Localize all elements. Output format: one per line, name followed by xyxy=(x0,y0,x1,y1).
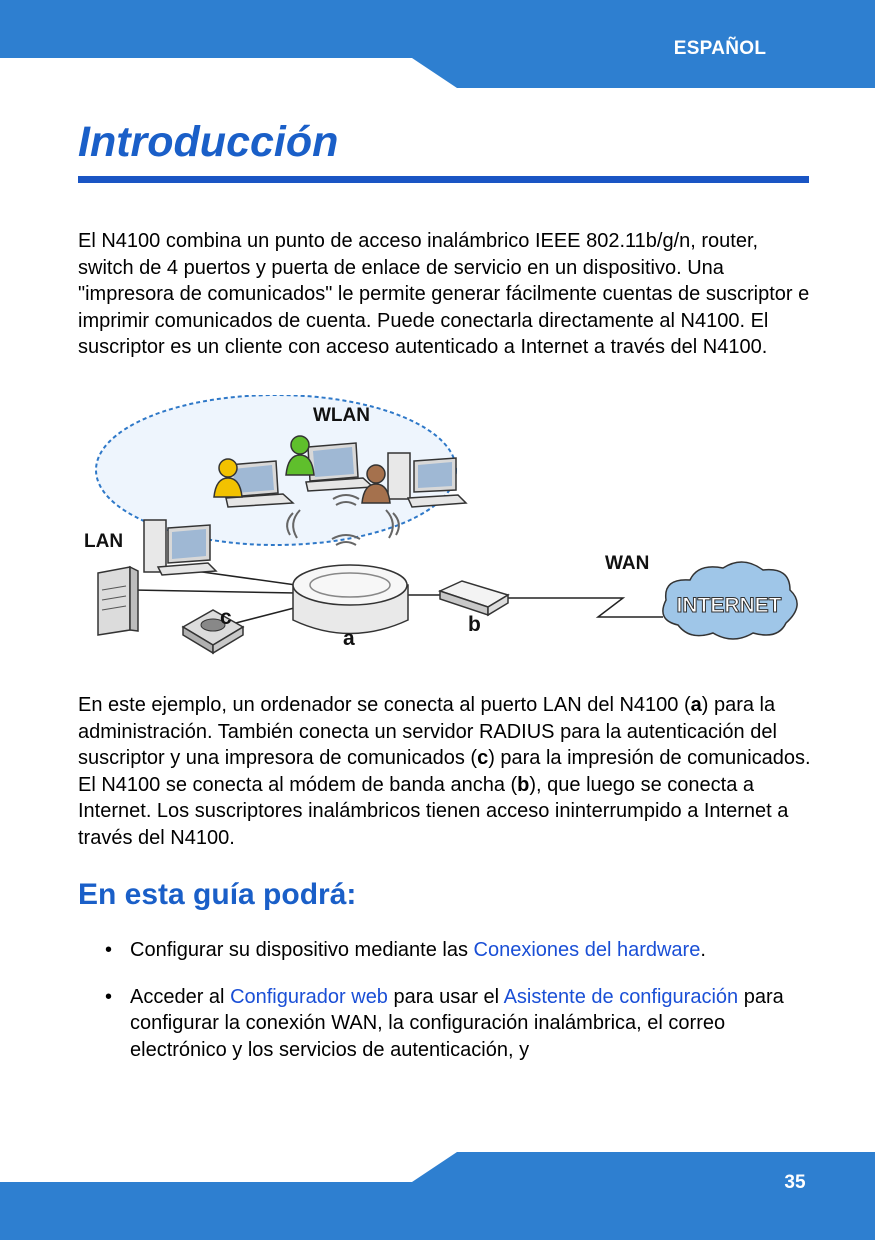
internet-label: INTERNET xyxy=(676,594,782,617)
language-label: ESPAÑOL xyxy=(673,38,767,59)
example-paragraph: En este ejemplo, un ordenador se conecta al puerto LAN del N4100 (a) para la administración. También conecta un servidor RADIUS para la autenticación del suscriptor y una impresora de comunicados (c) para la impresión de comunicados. El N4100 se conecta al módem de banda ancha (b), que luego se conecta a Internet. Los suscriptores inalámbricos tienen acceso ininterrumpido a Internet a través del N4100. xyxy=(78,694,811,849)
link-configuration-wizard[interactable]: Asistente de configuración xyxy=(503,985,739,1008)
wlan-label: WLAN xyxy=(313,405,370,426)
guide-list xyxy=(105,937,825,1083)
list-item: • Acceder al Configurador web para usar el Asistente de configuración para configurar la conexión WAN, la configuración inalámbrica, el correo electrónico y los servicios de autenticación, y xyxy=(105,985,784,1061)
lan-label: LAN xyxy=(84,531,124,552)
label-a: a xyxy=(343,627,355,650)
bullet-dot: • xyxy=(105,985,113,1008)
radius-server-icon xyxy=(98,567,138,635)
bullet-dot: • xyxy=(105,939,113,961)
network-diagram xyxy=(78,395,808,670)
n4100-router-icon xyxy=(293,565,408,634)
section-heading: En esta guía podrá: xyxy=(78,878,357,911)
list-item: • Configurar su dispositivo mediante las Conexiones del hardware. xyxy=(105,937,825,964)
wan-label: WAN xyxy=(605,553,650,574)
voucher-printer-icon xyxy=(183,610,243,653)
desktop-computer-icon xyxy=(144,520,216,575)
title-rule xyxy=(78,176,809,183)
page-number: 35 xyxy=(784,1172,806,1193)
broadband-modem-icon xyxy=(440,581,508,615)
intro-paragraph: El N4100 combina un punto de acceso inalámbrico IEEE 802.11b/g/n, router, switch de 4 puertos y puerta de enlace de servicio en un dispositivo. Una "impresora de comunicados" le permite generar fácilmente cuentas de suscriptor e imprimir comunicados de cuenta. Puede conectarla directamente al N4100. El suscriptor es un cliente con acceso autenticado a Internet a través del N4100. xyxy=(78,230,810,358)
link-hardware-connections[interactable]: Conexiones del hardware xyxy=(473,939,701,961)
page-title: Introducción xyxy=(78,118,339,166)
label-c: c xyxy=(220,606,232,629)
desktop-computer-icon xyxy=(388,453,466,507)
label-b: b xyxy=(468,613,481,636)
link-web-configurator[interactable]: Configurador web xyxy=(230,985,388,1008)
footer-band xyxy=(0,1150,875,1240)
